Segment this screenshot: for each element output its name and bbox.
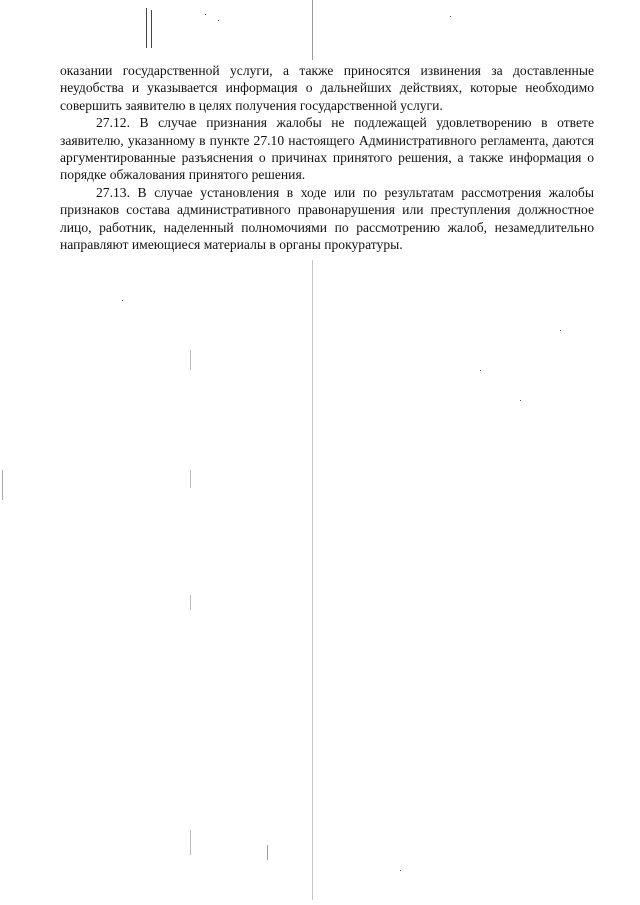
document-body: [60, 62, 594, 253]
paragraph-continuation: оказании государственной услуги, а также приносятся извинения за доставленные неудобства и указывается информация о дальнейших действиях, которые необходимо совершить заявителю в целях получения государственной услуги.: [60, 63, 594, 113]
scan-artifact-line: [190, 830, 191, 855]
scan-artifact-line: [267, 845, 268, 860]
scan-speck: [122, 300, 123, 301]
scan-speck: [560, 330, 561, 331]
scan-artifact-line: [2, 470, 3, 500]
scan-artifact-line: [151, 10, 152, 48]
scan-speck: [205, 14, 206, 15]
paragraph-27-13: 27.13. В случае установления в ходе или по результатам рассмотрения жалобы признаков состава административного правонарушения или преступления должностное лицо, работник, наделенный полномочиями по рассмотрению жалоб, незамедлительно направляют имеющиеся материалы в органы прокуратуры.: [60, 184, 594, 253]
scan-artifact-line: [146, 8, 147, 48]
paragraph-27-12: 27.12. В случае признания жалобы не подлежащей удовлетворению в ответе заявителю, указанному в пункте 27.10 настоящего Административного регламента, даются аргументированные разъяснения о причинах принятого решения, а также информация о порядке обжалования принятого решения.: [60, 115, 594, 183]
scan-speck: [480, 370, 481, 371]
scan-speck: [450, 16, 451, 17]
scan-artifact-line: [312, 260, 313, 900]
scan-artifact-line: [190, 470, 191, 488]
scan-artifact-line: [190, 595, 191, 610]
scan-speck: [400, 870, 401, 871]
scan-speck: [520, 400, 521, 401]
scan-speck: [218, 20, 219, 21]
scan-artifact-line: [190, 350, 191, 370]
scan-artifact-line: [312, 0, 313, 60]
